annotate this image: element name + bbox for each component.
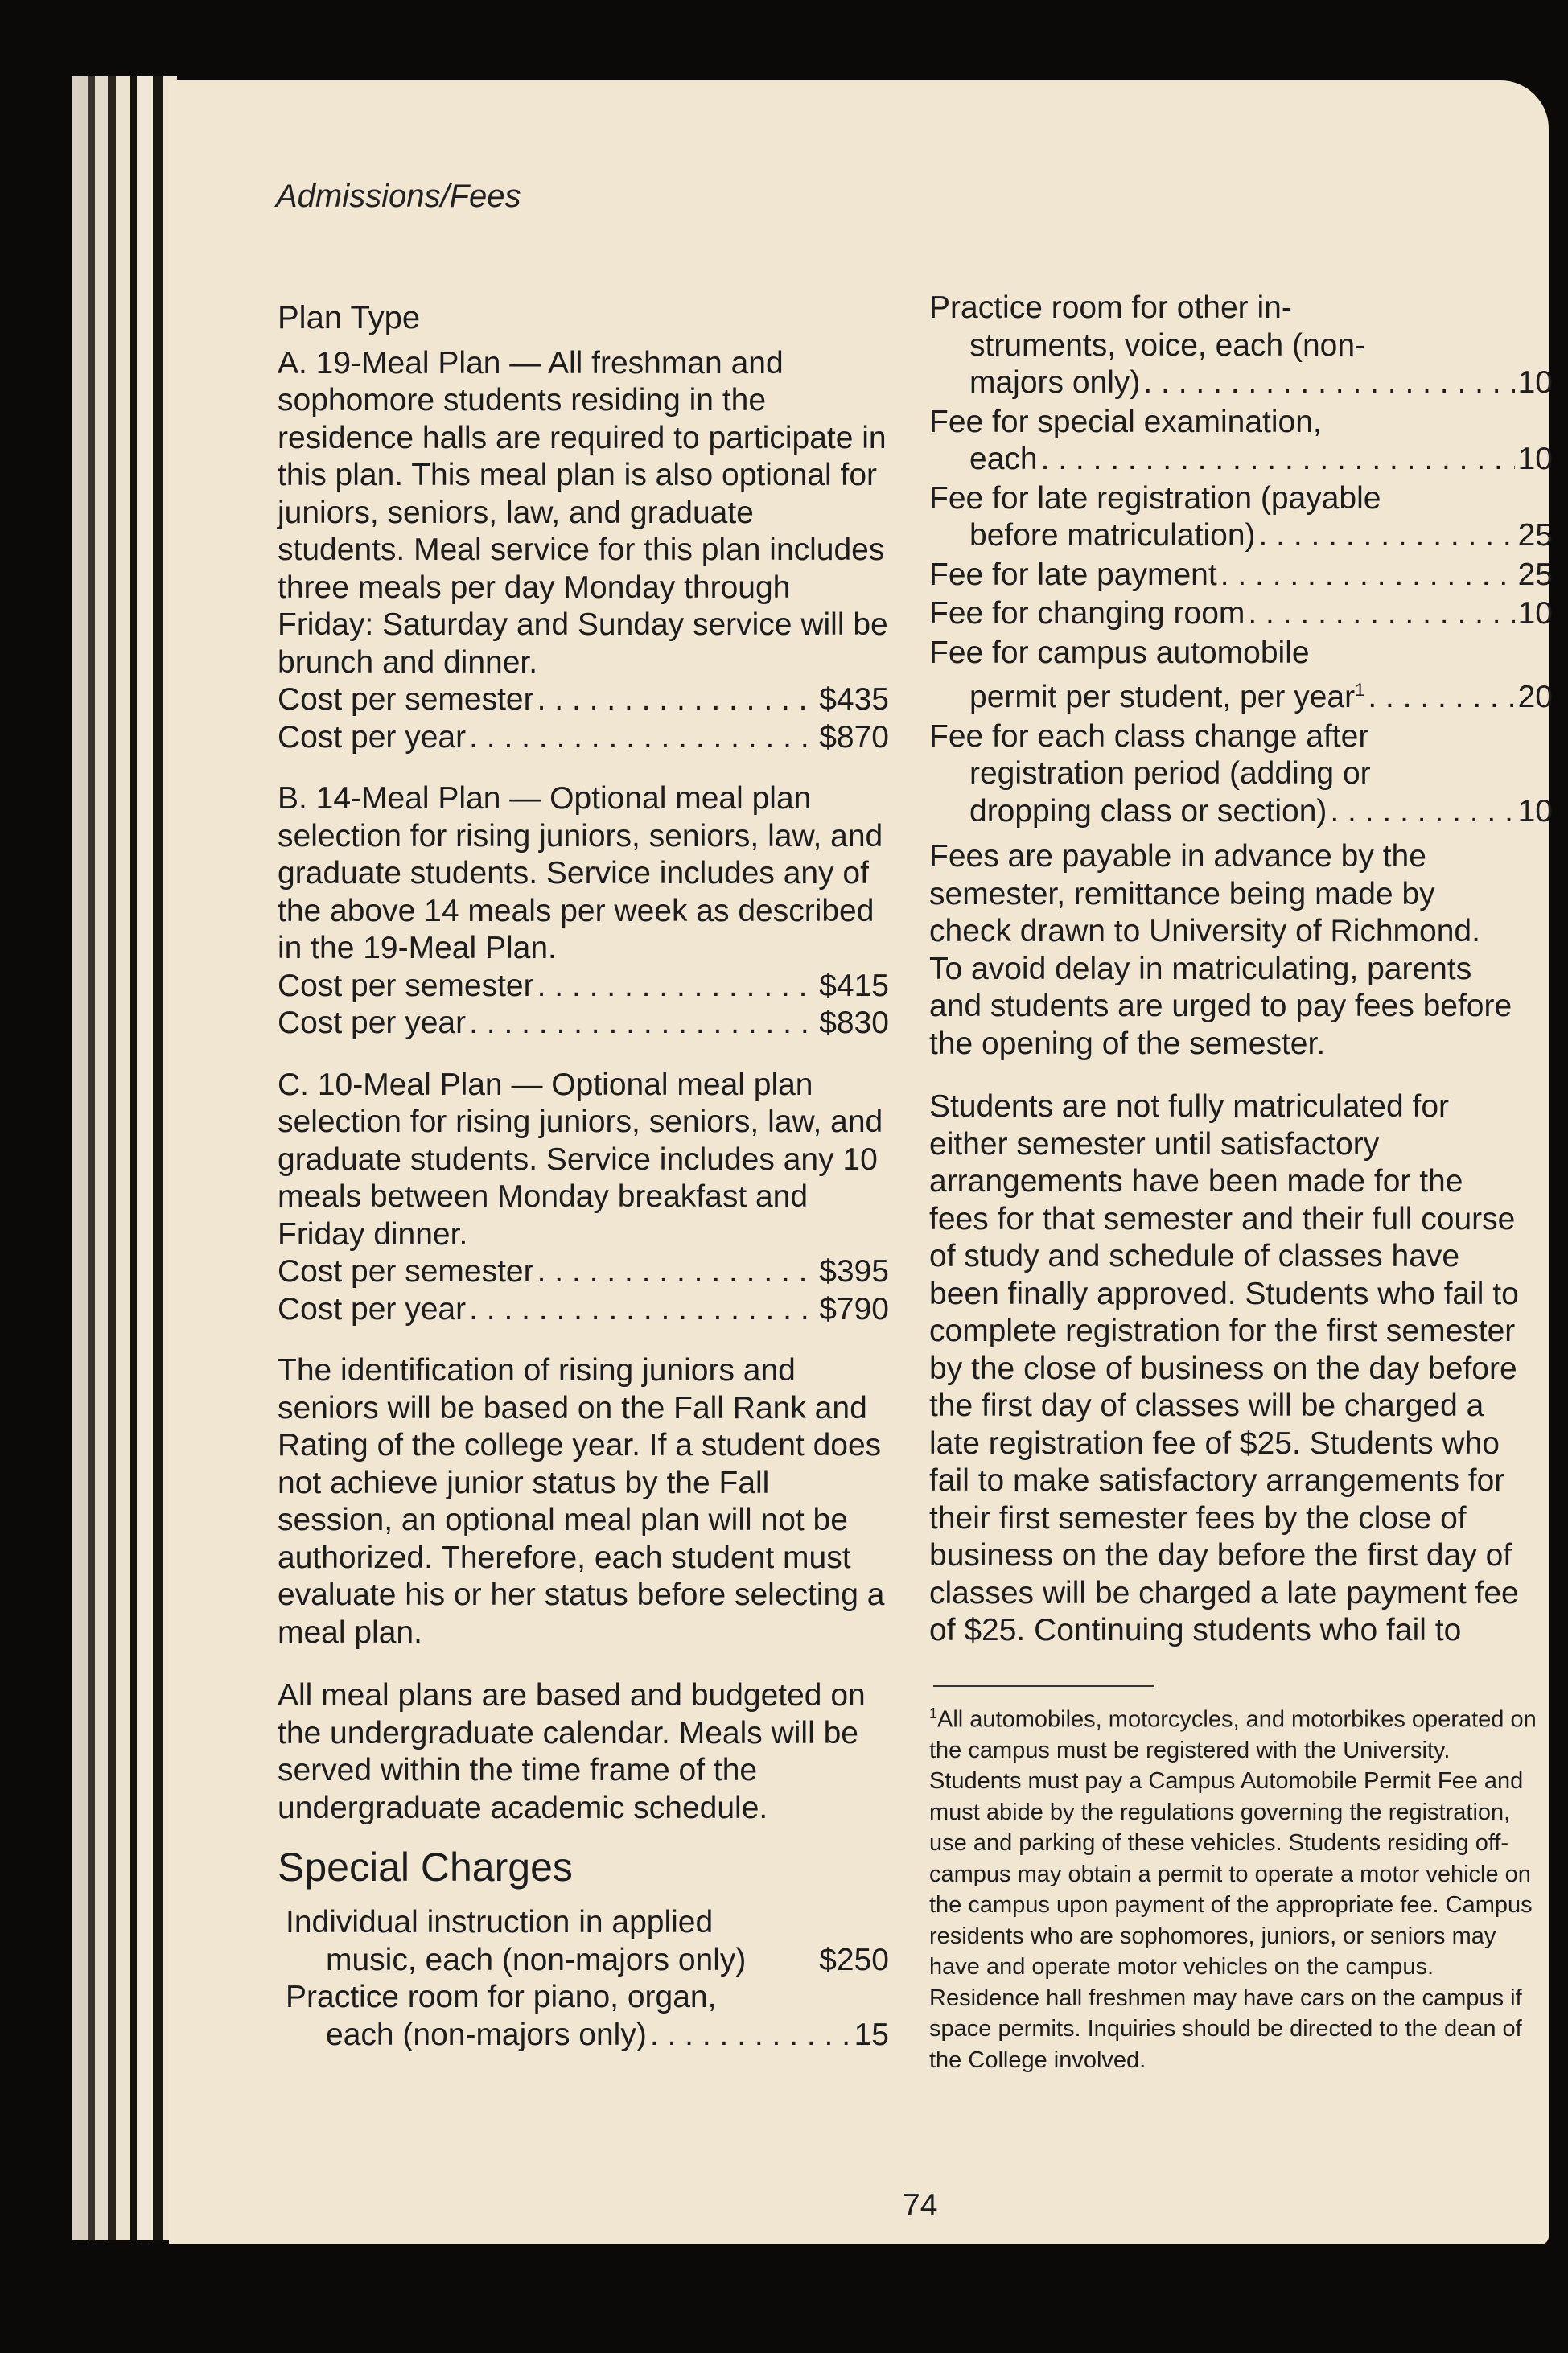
charge-label: music, each (non-majors only) [326, 1942, 747, 1977]
cost-value: $870 [819, 719, 889, 755]
charge-row [326, 1942, 889, 1980]
fee-label [969, 672, 1364, 717]
cost-value: $435 [819, 682, 889, 717]
special-charge-item [278, 1904, 889, 1979]
plan-type-heading: Plan Type [278, 300, 421, 335]
plan-c [278, 1067, 889, 1329]
plan-a-year-row [278, 719, 889, 757]
plan-a-semester-row [278, 681, 889, 719]
footnote-rule [933, 1685, 1154, 1687]
page-number: 74 [903, 2188, 938, 2223]
charge-line: Individual instruction in applied [286, 1905, 714, 1940]
fee-line: struments, voice, each (non- [969, 327, 1366, 363]
fee-amount: 10 [1517, 365, 1553, 400]
fee-row [929, 557, 1553, 594]
fee-amount: 10 [1517, 596, 1553, 631]
fee-line: Fee for special examination, [929, 404, 1322, 439]
fee-item [929, 595, 1553, 633]
cost-label: Cost per semester [278, 1254, 534, 1289]
charge-row [326, 2017, 889, 2055]
leader-dots [1143, 364, 1514, 402]
plan-b [278, 780, 889, 1043]
fee-label: each [969, 442, 1038, 476]
cost-value: $415 [819, 968, 889, 1003]
cost-value: $395 [819, 1254, 889, 1289]
leader-dots [469, 719, 816, 757]
plan-b-year-row [278, 1005, 889, 1043]
charge-label: each (non-majors only) [326, 2017, 647, 2052]
fee-label: Fee for changing room [929, 596, 1245, 631]
fee-line: Practice room for other in- [929, 290, 1292, 325]
leader-dots [1368, 679, 1514, 717]
plan-a-text: A. 19-Meal Plan — All freshman and sophomore students residing in the residence halls are required to participate in this plan. This meal plan is also optional for juniors, seniors, law, and graduate students. Meal service for this plan includes three meals per day Monday through Friday: Saturday and Sunday service will be brunch and dinner. [278, 345, 888, 680]
fee-label: majors only) [969, 365, 1141, 400]
plan-c-year-row [278, 1291, 889, 1329]
cost-label: Cost per semester [278, 682, 534, 717]
fee-line: Fee for campus automobile [929, 635, 1310, 670]
fee-item [929, 290, 1553, 402]
fee-label: before matriculation) [969, 518, 1256, 553]
cost-value: $790 [819, 1291, 889, 1327]
charge-amount: $250 [819, 1942, 889, 1977]
footnote-text: All automobiles, motorcycles, and motorbikes operated on the campus must be registered with the University. Students must pay a Campus Automobile Permit Fee and must abide by the regulations governing the registration, use and parking of these vehicles. Students residing off-campus may obtain a permit to operate a motor vehicle on the campus upon payment of the appropriate fee. Campus residents who are sophomores, juniors, or seniors may have and operate motor vehicles on the campus. Residence hall freshmen may have cars on the campus if space permits. Inquiries should be directed to the dean of the College involved. [929, 1706, 1537, 2073]
fee-amount: 25 [1517, 557, 1553, 592]
special-charge-item [278, 1979, 889, 2054]
fee-amount: 20 [1517, 680, 1553, 714]
cost-label: Cost per semester [278, 968, 534, 1003]
leader-dots [469, 1291, 816, 1329]
leader-dots [537, 968, 817, 1006]
right-column [929, 290, 1553, 2075]
payable-paragraph: Fees are payable in advance by the semester, remittance being made by check drawn to University of Richmond. To avoid delay in matriculating, parents and students are urged to pay fees before the opening of the semester. [929, 839, 1512, 1061]
cost-value: $830 [819, 1006, 889, 1040]
plan-b-semester-row [278, 968, 889, 1006]
budget-paragraph: All meal plans are based and budgeted on the undergraduate calendar. Meals will be served within the time frame of the undergraduate academic schedule. [278, 1678, 866, 1825]
leader-dots [1220, 557, 1515, 594]
fee-row [969, 672, 1553, 717]
fee-label-text: permit per student, per year [969, 680, 1356, 714]
fee-item [929, 635, 1553, 717]
fee-label: Fee for late payment [929, 557, 1217, 592]
left-column [278, 299, 889, 2054]
fee-amount: 25 [1517, 518, 1553, 553]
leader-dots [1330, 793, 1514, 831]
fee-line: registration period (adding or [969, 756, 1371, 791]
running-head: Admissions/Fees [276, 179, 521, 214]
leader-dots [1041, 441, 1515, 479]
plan-a [278, 345, 889, 757]
rising-paragraph: The identification of rising juniors and seniors will be based on the Fall Rank and Rating of the college year. If a student does not achieve junior status by the Fall session, an optional meal plan will not be authorized. Therefore, each student must evaluate his or her status before selecting a meal plan. [278, 1353, 885, 1650]
footnote [929, 1698, 1541, 2076]
fee-item [929, 718, 1553, 831]
plan-c-text: C. 10-Meal Plan — Optional meal plan selection for rising juniors, seniors, law, and graduate students. Service includes any 10 meals between Monday breakfast and Friday dinner. [278, 1067, 883, 1252]
fee-row [969, 517, 1553, 555]
fee-row [929, 595, 1553, 633]
matriculated-paragraph: Students are not fully matriculated for either semester until satisfactory arrangements have been made for the fees for that semester and their full course of study and schedule of classes have been finally approved. Students who fail to complete registration for the first semester by the close of business on the day before the first day of classes will be charged a late registration fee of $25. Students who fail to make satisfactory arrangements for their first semester fees by the close of business on the day before the first day of classes will be charged a late payment fee of $25. Continuing students who fail to [929, 1089, 1519, 1648]
fee-line: Fee for each class change after [929, 718, 1369, 754]
fee-row [969, 793, 1553, 831]
plan-c-semester-row [278, 1253, 889, 1291]
charge-line: Practice room for piano, organ, [286, 1980, 717, 2014]
fee-item [929, 557, 1553, 594]
plan-b-text: B. 14-Meal Plan — Optional meal plan selection for rising juniors, seniors, law, and graduate students. Service includes any of the above 14 meals per week as described in the 19-Meal Plan. [278, 781, 883, 965]
fee-amount: 10 [1517, 793, 1553, 829]
footnote-mark: 1 [929, 1705, 938, 1722]
footnote-mark: 1 [1355, 680, 1365, 700]
leader-dots [537, 681, 817, 719]
fee-item [929, 480, 1553, 555]
fee-row [969, 441, 1553, 479]
charge-amount: 15 [854, 2017, 889, 2052]
fee-line: Fee for late registration (payable [929, 480, 1381, 516]
cost-label: Cost per year [278, 1291, 467, 1327]
fee-row [969, 364, 1553, 402]
leader-dots [650, 2017, 851, 2055]
fee-item [929, 404, 1553, 479]
special-charges-heading: Special Charges [278, 1845, 573, 1890]
fee-label: dropping class or section) [969, 793, 1327, 829]
fee-amount: 10 [1517, 442, 1553, 476]
cost-label: Cost per year [278, 719, 467, 755]
leader-dots [1259, 517, 1515, 555]
cost-label: Cost per year [278, 1006, 467, 1040]
leader-dots [1248, 595, 1514, 633]
leader-dots [469, 1005, 816, 1043]
leader-dots [537, 1253, 817, 1291]
